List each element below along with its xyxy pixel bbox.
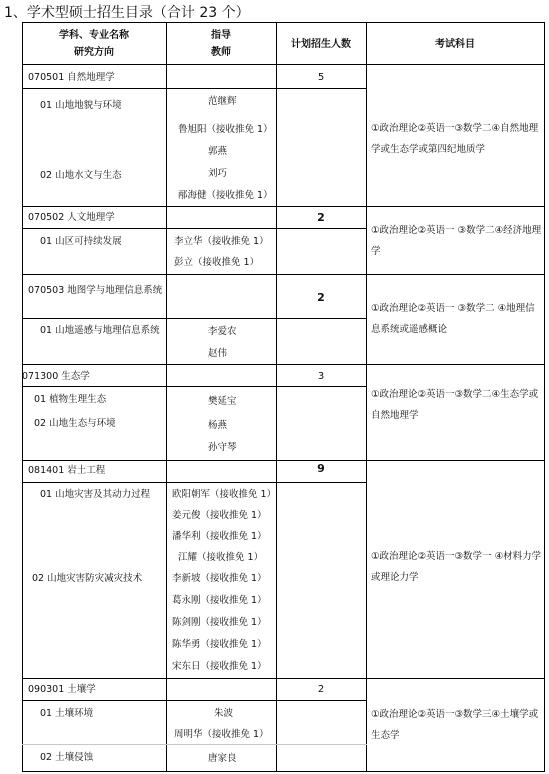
advisor: 李立华（接收推免 1） [174, 236, 269, 247]
section-quota: 2 [317, 684, 325, 695]
section-code-name: 071300 生态学 [22, 371, 90, 382]
advisor: 邴海健（接收推免 1） [178, 190, 273, 201]
admissions-table [22, 22, 545, 772]
section-code-name: 081401 岩土工程 [28, 465, 106, 476]
exam-subjects: ①政治理论②英语一③数学二④生态学或自然地理学 [371, 389, 539, 421]
advisor: 周明华（接收推免 1） [174, 729, 269, 740]
advisor: 李新坡（接收推免 1） [172, 573, 267, 584]
direction: 01 山地灾害及其动力过程 [40, 489, 151, 500]
advisor: 彭立（接收推免 1） [174, 257, 260, 268]
direction: 02 山地生态与环境 [34, 418, 116, 429]
direction: 01 山地遥感与地理信息系统 [40, 325, 160, 336]
advisor: 赵伟 [208, 348, 228, 359]
advisor: 朱波 [214, 708, 234, 719]
exam-subjects: ①政治理论②英语一 ③数学二④经济地理学 [371, 225, 542, 257]
exam-subjects: ①政治理论②英语一 ③数学二 ④地理信息系统或遥感概论 [371, 303, 535, 335]
advisor: 姜元俊（接收推免 1） [172, 510, 267, 521]
header-quota: 计划招生人数 [291, 39, 351, 50]
header-discipline: 学科、专业名称 [59, 30, 129, 41]
direction: 02 山地灾害防灾减灾技术 [32, 573, 143, 584]
section-quota: 9 [317, 462, 325, 475]
section-quota: 2 [317, 291, 325, 304]
advisor: 刘巧 [208, 168, 228, 179]
section-quota: 3 [317, 371, 325, 382]
advisor: 范继辉 [208, 96, 237, 107]
direction: 01 山地地貌与环境 [40, 100, 122, 111]
header-advisor-line1: 指导 [211, 30, 231, 41]
direction: 02 山地水文与生态 [40, 170, 122, 181]
advisor: 郭燕 [208, 146, 228, 157]
advisor: 江耀（接收推免 1） [178, 552, 264, 563]
header-direction: 研究方向 [74, 47, 114, 58]
direction: 02 土壤侵蚀 [40, 752, 94, 763]
advisor: 孙守琴 [208, 442, 237, 453]
direction: 01 山区可持续发展 [40, 236, 122, 247]
advisor: 潘华利（接收推免 1） [172, 531, 267, 542]
exam-subjects: ①政治理论②英语一③数学三④土壤学或生态学 [371, 709, 539, 741]
section-code-name: 070503 地图学与地理信息系统 [28, 285, 163, 296]
section-quota: 2 [317, 211, 325, 224]
direction: 01 植物生理生态 [34, 394, 107, 405]
document-title: 1、学术型硕士招生目录（合计 23 个） [4, 5, 250, 21]
advisor: 葛永刚（接收推免 1） [172, 595, 267, 606]
advisor: 鲁旭阳（接收推免 1） [178, 124, 273, 135]
advisor: 欧阳朝军（接收推免 1） [172, 489, 277, 500]
section-code-name: 070501 自然地理学 [28, 72, 115, 83]
advisor: 陈剑刚（接收推免 1） [172, 617, 267, 628]
section-code-name: 070502 人文地理学 [28, 212, 115, 223]
advisor: 李爱农 [208, 326, 237, 337]
advisor: 樊延宝 [208, 396, 237, 407]
advisor: 杨燕 [208, 420, 228, 431]
header-advisor-line2: 教师 [211, 47, 231, 58]
section-quota: 5 [317, 72, 325, 83]
section-code-name: 090301 土壤学 [28, 684, 96, 695]
advisor: 宋东日（接收推免 1） [172, 661, 267, 672]
direction: 01 土壤环境 [40, 708, 94, 719]
advisor: 陈华勇（接收推免 1） [172, 639, 267, 650]
exam-subjects: ①政治理论②英语一③数学一 ④材料力学或理论力学 [371, 551, 542, 583]
advisor: 唐家良 [208, 753, 237, 764]
exam-subjects: ①政治理论②英语一③数学二④自然地理学或生态学或第四纪地质学 [371, 123, 539, 155]
header-exam: 考试科目 [435, 39, 475, 50]
